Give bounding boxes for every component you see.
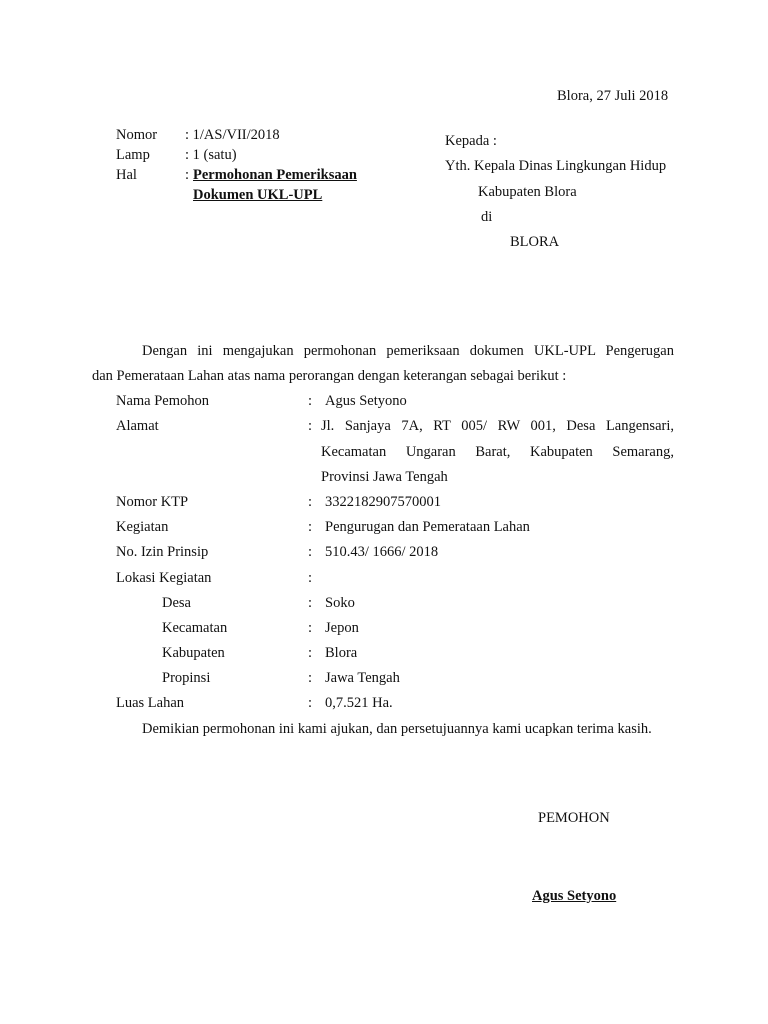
recipient-line4: BLORA [510, 234, 560, 250]
kecamatan-label: Kecamatan [162, 620, 228, 636]
hal-value-line2: Dokumen UKL-UPL [193, 187, 323, 203]
recipient-line1: Yth. Kepala Dinas Lingkungan Hidup [445, 158, 667, 174]
kegiatan-label: Kegiatan [116, 519, 169, 535]
desa-value: Soko [325, 595, 355, 611]
ktp-label: Nomor KTP [116, 494, 189, 510]
nomor-value: : 1/AS/VII/2018 [185, 127, 280, 143]
intro-line2: dan Pemerataan Lahan atas nama perorangan dengan keterangan sebagai berikut : [92, 368, 567, 384]
nomor-label: Nomor [116, 127, 158, 143]
kabupaten-value: Blora [325, 645, 358, 661]
closing-sentence: Demikian permohonan ini kami ajukan, dan persetujuannya kami ucapkan terima kasih. [142, 721, 652, 737]
kabupaten-colon: : [308, 645, 313, 661]
lamp-label: Lamp [116, 147, 150, 163]
luas-value: 0,7.521 Ha. [325, 695, 393, 711]
ktp-colon: : [308, 494, 313, 510]
propinsi-colon: : [308, 670, 313, 686]
hal-value-line1: Permohonan Pemeriksaan [193, 167, 357, 183]
nama-value: Agus Setyono [325, 393, 407, 409]
kecamatan-value: Jepon [325, 620, 359, 636]
desa-colon: : [308, 595, 313, 611]
alamat-label: Alamat [116, 418, 159, 434]
izin-label: No. Izin Prinsip [116, 544, 209, 560]
izin-value: 510.43/ 1666/ 2018 [325, 544, 439, 560]
desa-label: Desa [162, 595, 191, 611]
alamat-line1: Jl. Sanjaya 7A, RT 005/ RW 001, Desa Langensari, [321, 418, 674, 434]
nama-label: Nama Pemohon [116, 393, 210, 409]
kabupaten-label: Kabupaten [162, 645, 225, 661]
intro-line1: Dengan ini mengajukan permohonan pemeriksaan dokumen UKL-UPL Pengerugan [142, 343, 674, 359]
signature-name: Agus Setyono [532, 888, 617, 904]
kegiatan-colon: : [308, 519, 313, 535]
signature-title: PEMOHON [538, 810, 610, 826]
kegiatan-value: Pengurugan dan Pemerataan Lahan [325, 519, 530, 535]
lamp-value: : 1 (satu) [185, 147, 237, 163]
propinsi-label: Propinsi [162, 670, 211, 686]
kecamatan-colon: : [308, 620, 313, 636]
hal-label: Hal [116, 167, 137, 183]
recipient-line3: di [481, 209, 493, 225]
lokasi-colon: : [308, 570, 313, 586]
letter-date: Blora, 27 Juli 2018 [557, 88, 669, 104]
propinsi-value: Jawa Tengah [325, 670, 400, 686]
alamat-line2: Kecamatan Ungaran Barat, Kabupaten Semarang, [321, 444, 674, 460]
alamat-colon: : [308, 418, 313, 434]
recipient-kepada: Kepada : [445, 133, 497, 149]
alamat-line3: Provinsi Jawa Tengah [321, 469, 448, 485]
recipient-line2: Kabupaten Blora [478, 184, 577, 200]
izin-colon: : [308, 544, 313, 560]
hal-colon: : [185, 167, 190, 183]
luas-colon: : [308, 695, 313, 711]
nama-colon: : [308, 393, 313, 409]
lokasi-label: Lokasi Kegiatan [116, 570, 212, 586]
ktp-value: 3322182907570001 [325, 494, 441, 510]
luas-label: Luas Lahan [116, 695, 185, 711]
